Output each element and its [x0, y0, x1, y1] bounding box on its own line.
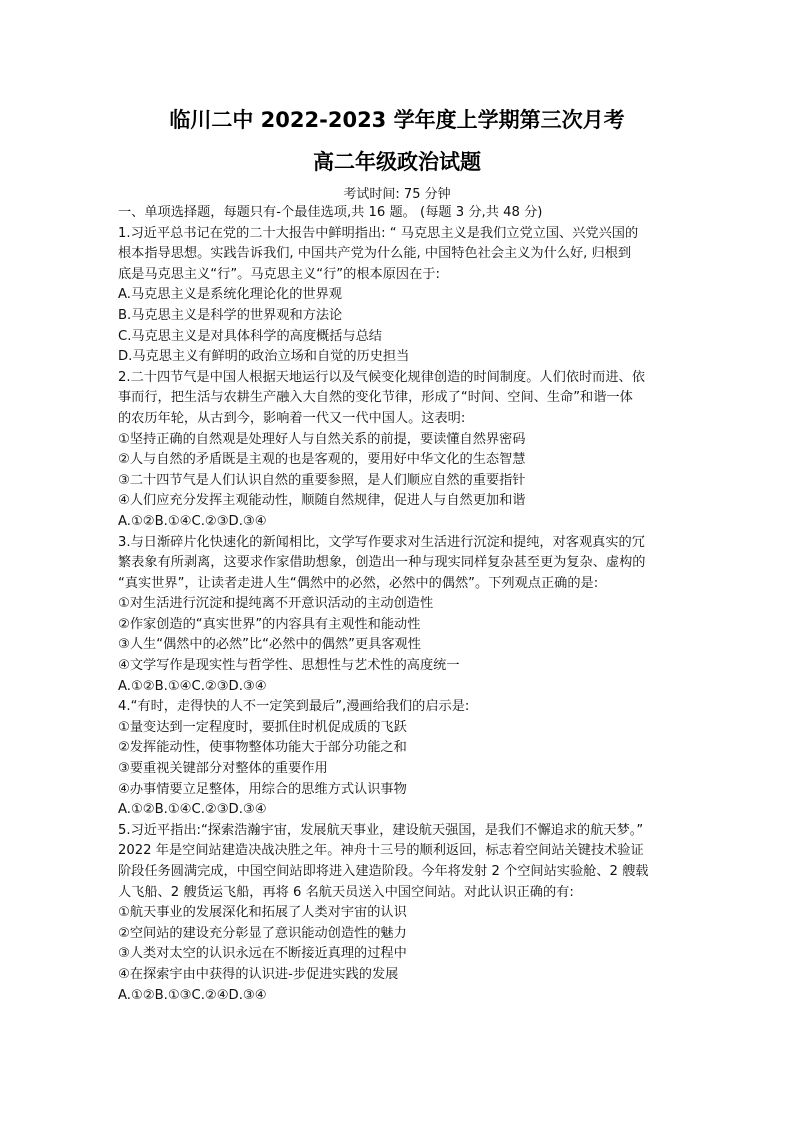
- question-option: D.马克思主义有鲜明的政治立场和自觉的历史担当: [118, 349, 410, 365]
- question-option: ①坚持正确的自然观是处理好人与自然关系的前提，要读懂自然界密码: [118, 431, 526, 447]
- question-option: B.马克思主义是科学的世界观和方法论: [118, 307, 343, 323]
- question-stem-line: 的农历年轮，从古到今，影响着一代又一代中国人。这表明:: [118, 410, 466, 426]
- exam-body: [118, 203, 680, 1006]
- question-stem-line: 事而行，把生活与农耕生产融入大自然的变化节律，形成了“时间、空间、生命”和谐一体: [118, 390, 633, 406]
- grade-subject-title: 高二年级政治试题: [313, 150, 481, 174]
- question-option: C.马克思主义是对具体科学的高度概括与总结: [118, 328, 382, 344]
- question-stem-line: “真实世界”，让读者走进人生“偶然中的必然，必然中的偶然”。下列观点正确的是:: [118, 575, 599, 591]
- question-stem-line: 底是马克思主义“行”。马克思主义“行”的根本原因在于:: [118, 266, 440, 282]
- question-option: ①量变达到一定程度时，要抓住时机促成质的飞跃: [118, 719, 407, 735]
- question-stem-line: 1.习近平总书记在党的二十大报告中鲜明指出: “ 马克思主义是我们立党立国、兴党兴国的: [118, 225, 639, 241]
- question-stem-line: 2022 年是空间站建造决战决胜之年。神舟十三号的顺利返回，标志着空间站关键技术验证: [118, 843, 644, 859]
- question-stem-line: 阶段任务圆满完成，中国空间站即将进入建造阶段。今年将发射 2 个空间站实验舱、2 艘载: [118, 864, 649, 879]
- question-option: ④在探索宇由中获得的认识进-步促进实践的发展: [118, 966, 399, 982]
- question-stem-line: 人飞船、2 艘货运飞船，再将 6 名航天员送入中国空间站。对此认识正确的有:: [118, 884, 574, 900]
- question-stem-line: 5.习近平指出:“探索浩瀚宇宙，发展航天事业，建设航天强国，是我们不懈追求的航天梦。”: [118, 822, 644, 838]
- question-option: ④人们应充分发挥主观能动性，顺随自然规律，促进人与自然更加和谐: [118, 493, 526, 509]
- question-option: ④文学写作是现实性与哲学性、思想性与艺术性的高度统一: [118, 658, 460, 674]
- school-exam-title: 临川二中 2022-2023 学年度上学期第三次月考: [169, 108, 625, 132]
- question-stem-line: 根本指导思想。实践告诉我们, 中国共产党为什么能, 中国特色社会主义为什么好, 归根到: [118, 246, 632, 262]
- question-option: ③二十四节气是人们认识自然的重要参照，是人们顺应自然的重要指针: [118, 472, 526, 488]
- question-list: [118, 224, 680, 1007]
- question-1: [118, 224, 680, 368]
- question-option: ③要重视关键部分对整体的重要作用: [118, 761, 328, 777]
- question-option: ②作家创造的“真实世界”的内容具有主观性和能动性: [118, 616, 421, 632]
- question-4: [118, 697, 680, 821]
- question-3: [118, 533, 680, 698]
- question-option: ③人生“偶然中的必然”比“必然中的偶然”更具客观性: [118, 637, 421, 653]
- question-stem-line: 4.“有时，走得快的人不一定笑到最后”,漫画给我们的启示是:: [118, 699, 470, 715]
- question-option: ③人类对太空的认识永远在不断接近真理的过程中: [118, 946, 407, 962]
- question-stem-line: 2.二十四节气是中国人根据天地运行以及气候变化规律创造的时间制度。人们依时而进、依: [118, 369, 645, 385]
- question-option: ①航天事业的发展深化和拓展了人类对宇宙的认识: [118, 905, 407, 921]
- question-option: A.①②B.①④C.②③D.③④: [118, 513, 267, 529]
- question-option: A.①②B.①③C.②④D.③④: [118, 987, 267, 1003]
- question-option: ①对生活进行沉淀和提纯离不开意识活动的主动创造性: [118, 596, 434, 612]
- question-option: ②人与自然的矛盾既是主观的也是客观的，要用好中华文化的生态智慧: [118, 452, 526, 468]
- question-option: ②空间站的建设充分彰显了意识能动创造性的魅力: [118, 925, 407, 941]
- question-stem-line: 繁表象有所剥离，这要求作家借助想象，创造出一种与现实同样复杂甚至更为复杂、虚构的: [118, 555, 646, 571]
- question-stem-line: 3.与日渐碎片化快速化的新闻相比，文学写作要求对生活进行沉淀和提纯，对客观真实的冗: [118, 534, 645, 550]
- question-option: A.马克思主义是系统化理论化的世界观: [118, 287, 342, 303]
- question-option: ④办事情要立足整体，用综合的思维方式认识事物: [118, 781, 407, 797]
- question-2: [118, 368, 680, 533]
- exam-time: 考试时间: 75 分钟: [343, 187, 451, 202]
- section-heading: 一、单项选择题，每题只有-个最佳选项,共 16 题。 (每题 3 分,共 48 分): [118, 205, 543, 220]
- question-option: A.①②B.①④C.②③D.③④: [118, 678, 267, 694]
- question-option: ②发挥能动性，使事物整体功能大于部分功能之和: [118, 740, 407, 756]
- question-5: [118, 821, 680, 1006]
- question-option: A.①②B.①④C.②③D.③④: [118, 802, 267, 818]
